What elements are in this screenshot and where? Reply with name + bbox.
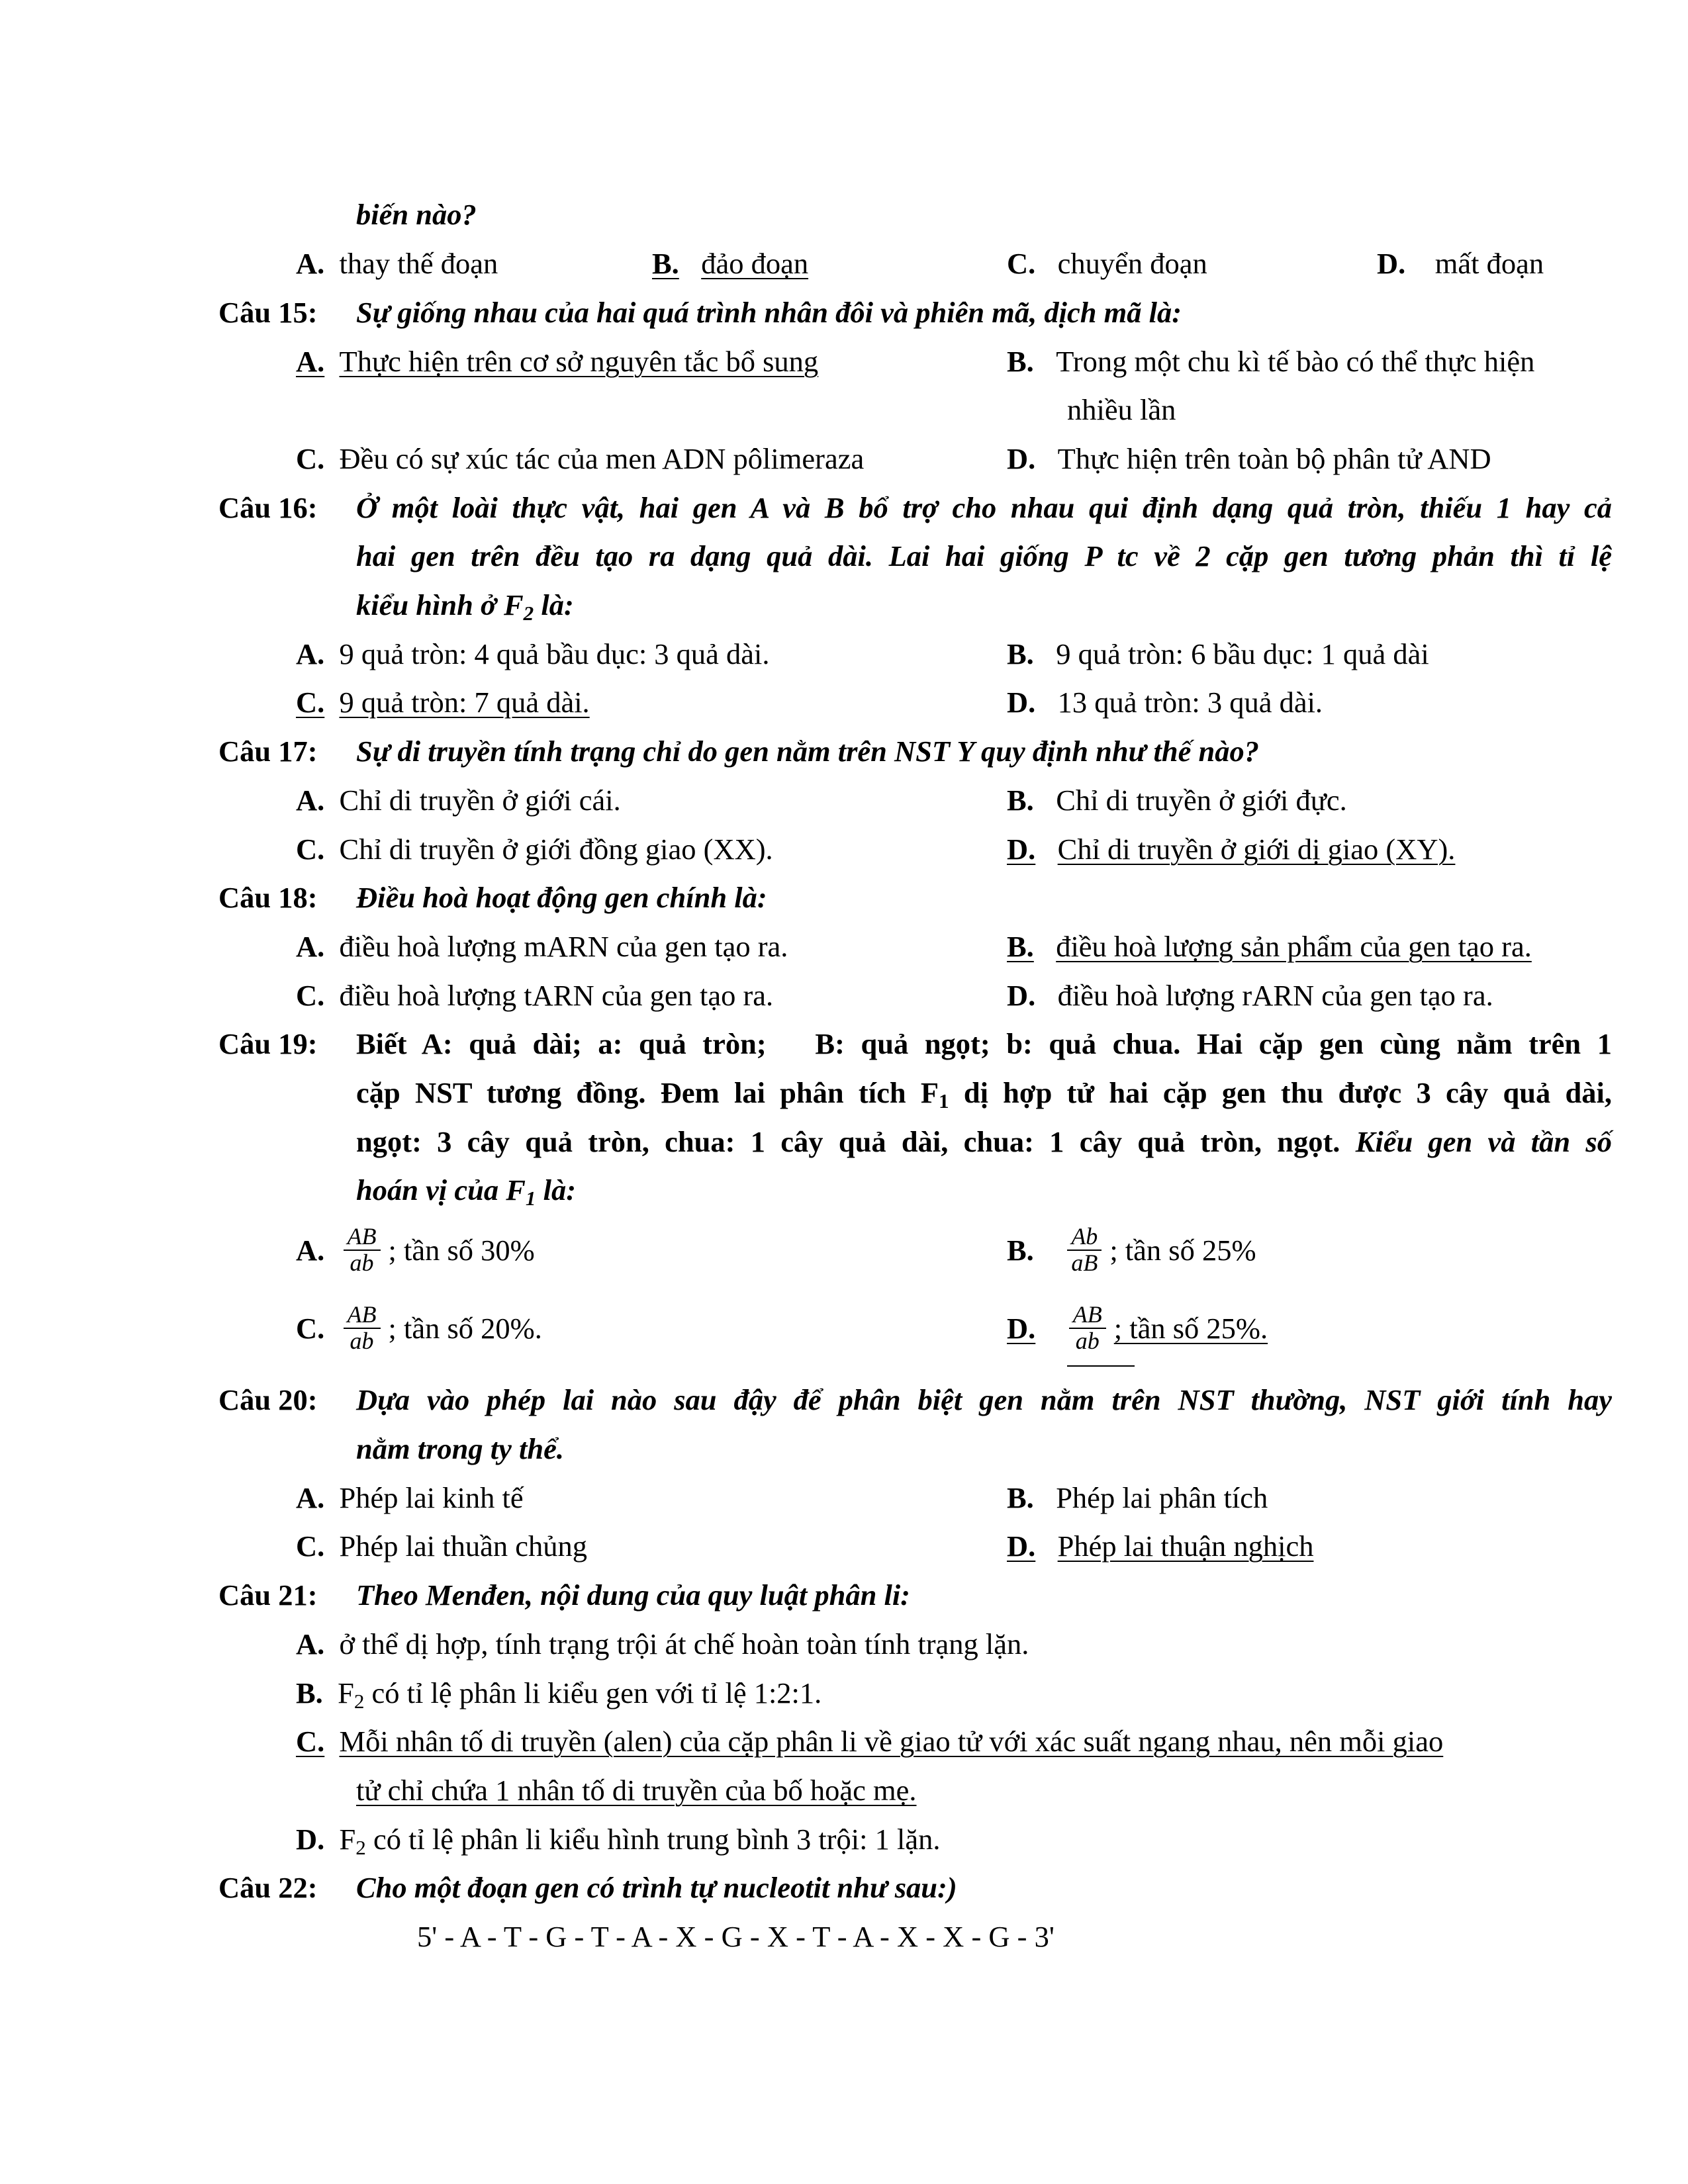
genotype-fraction: $\frac{Ab}{aB}$ [1067, 1224, 1102, 1276]
q21-option-c[interactable]: C. Mỗi nhân tố di truyền (alen) của cặp phân li về giao tử với xác suất ngang nhau, nên mỗi giao [296, 1725, 1444, 1758]
q21-option-a[interactable]: A. ở thể dị hợp, tính trạng trội át chế hoàn toàn tính trạng lặn. [296, 1627, 1029, 1661]
q16-number: Câu 16: [218, 491, 318, 524]
q21-question: Theo Menđen, nội dung của quy luật phân li: [356, 1578, 911, 1612]
q18-question: Điều hoà hoạt động gen chính là: [356, 881, 767, 914]
q16-question-line1: Ở một loài thực vật, hai gen A và B bổ trợ cho nhau qui định dạng quả tròn, thiếu 1 hay cả [356, 491, 1612, 524]
q17-option-c[interactable]: C. Chỉ di truyền ở giới đồng giao (XX). [296, 833, 773, 866]
genotype-fraction: $\frac{AB}{ab}$ [344, 1302, 381, 1354]
q19-option-b[interactable]: B. $\frac{Ab}{aB}$ ; tần số 25% [1007, 1223, 1256, 1276]
q19-option-c[interactable]: C. $\frac{AB}{ab}$ ; tần số 20%. [296, 1301, 542, 1354]
genotype-fraction: $\frac{AB}{ab}$ [1069, 1302, 1106, 1354]
q16-question-line2: hai gen trên đều tạo ra dạng quả dài. Lai hai giống P tc về 2 cặp gen tương phản thì tỉ lệ [356, 539, 1612, 572]
q22-number: Câu 22: [218, 1871, 318, 1904]
q14-option-a[interactable]: A. thay thế đoạn [296, 247, 498, 280]
q16-option-a[interactable]: A. 9 quả tròn: 4 quả bầu dục: 3 quả dài. [296, 637, 770, 670]
q21-option-d[interactable]: D. $F_2$ có tỉ lệ phân li kiểu hình trung bình 3 trội: 1 lặn. [296, 1823, 941, 1859]
q20-option-d[interactable]: D. Phép lai thuận nghịch [1007, 1529, 1314, 1563]
q16-option-b[interactable]: B. 9 quả tròn: 6 bầu dục: 1 quả dài [1007, 637, 1429, 670]
q15-option-d[interactable]: D. Thực hiện trên toàn bộ phân tử AND [1007, 442, 1491, 475]
q19-option-d[interactable]: D. $\frac{AB}{ab}$ ; tần số 25%. [1007, 1301, 1268, 1354]
q19-option-a[interactable]: A. $\frac{AB}{ab}$ ; tần số 30% [296, 1223, 535, 1276]
q17-option-b[interactable]: B. Chỉ di truyền ở giới đực. [1007, 784, 1347, 817]
q18-option-b[interactable]: B. điều hoà lượng sản phẩm của gen tạo ra. [1007, 930, 1532, 963]
q18-option-a[interactable]: A. điều hoà lượng mARN của gen tạo ra. [296, 930, 788, 963]
q20-option-a[interactable]: A. Phép lai kinh tế [296, 1481, 524, 1514]
dna-sequence: 5' - A - T - G - T - A - X - G - X - T - A - X - X - G - 3' [417, 1920, 1055, 1953]
q17-option-d[interactable]: D. Chỉ di truyền ở giới dị giao (XY). [1007, 833, 1456, 866]
q22-question: Cho một đoạn gen có trình tự nucleotit như sau:) [356, 1871, 957, 1904]
q17-number: Câu 17: [218, 735, 318, 768]
q16-question-line3: kiểu hình ở $F_2$ là: [356, 588, 574, 625]
q19-question-line4: hoán vị của $F_1$ là: [356, 1173, 577, 1210]
q19-question-line2: cặp NST tương đồng. Đem lai phân tích $F_1$ dị hợp tử hai cặp gen thu được 3 cây quả dài, [356, 1076, 1612, 1113]
genotype-fraction: $\frac{AB}{ab}$ [344, 1224, 381, 1276]
q20-option-c[interactable]: C. Phép lai thuần chủng [296, 1529, 587, 1563]
q20-question-line2: nằm trong ty thể. [356, 1432, 565, 1465]
q17-question: Sự di truyền tính trạng chỉ do gen nằm trên NST Y quy định như thế nào? [356, 735, 1259, 768]
q17-option-a[interactable]: A. Chỉ di truyền ở giới cái. [296, 784, 621, 817]
q21-option-c-cont: tử chỉ chứa 1 nhân tố di truyền của bố hoặc mẹ. [356, 1774, 917, 1807]
q19-question-line1: Biết A: quả dài; a: quả tròn; B: quả ngọt; b: quả chua. Hai cặp gen cùng nằm trên 1 [356, 1027, 1612, 1060]
q16-option-c[interactable]: C. 9 quả tròn: 7 quả dài. [296, 686, 590, 719]
q20-number: Câu 20: [218, 1383, 318, 1416]
q15-option-a[interactable]: A. Thực hiện trên cơ sở nguyên tắc bổ sung [296, 345, 819, 378]
q18-number: Câu 18: [218, 881, 318, 914]
q15-number: Câu 15: [218, 296, 318, 329]
q19-number: Câu 19: [218, 1027, 318, 1060]
q16-option-d[interactable]: D. 13 quả tròn: 3 quả dài. [1007, 686, 1323, 719]
answer-underline [1067, 1365, 1135, 1367]
q14-option-c[interactable]: C. chuyển đoạn [1007, 247, 1207, 280]
q15-question: Sự giống nhau của hai quá trình nhân đôi và phiên mã, dịch mã là: [356, 296, 1182, 329]
q21-number: Câu 21: [218, 1578, 318, 1612]
q14-option-d[interactable]: D. mất đoạn [1377, 247, 1544, 280]
q20-option-b[interactable]: B. Phép lai phân tích [1007, 1481, 1268, 1514]
q18-option-d[interactable]: D. điều hoà lượng rARN của gen tạo ra. [1007, 979, 1493, 1012]
q18-option-c[interactable]: C. điều hoà lượng tARN của gen tạo ra. [296, 979, 774, 1012]
q21-option-b[interactable]: B. $F_2$ có tỉ lệ phân li kiểu gen với tỉ lệ 1:2:1. [296, 1676, 822, 1713]
q15-option-b[interactable]: B. Trong một chu kì tế bào có thể thực hiện [1007, 345, 1535, 378]
q14-option-b[interactable]: B. đảo đoạn [652, 247, 809, 280]
q20-question-line1: Dựa vào phép lai nào sau đậy để phân biệt gen nằm trên NST thường, NST giới tính hay [356, 1383, 1612, 1416]
q15-option-b-cont: nhiều lần [1067, 393, 1176, 426]
q19-question-line3: ngọt: 3 cây quả tròn, chua: 1 cây quả dài, chua: 1 cây quả tròn, ngọt. Kiểu gen và tần số [356, 1125, 1612, 1158]
q15-option-c[interactable]: C. Đều có sự xúc tác của men ADN pôlimeraza [296, 442, 865, 475]
q14-continuation: biến nào? [356, 198, 477, 231]
